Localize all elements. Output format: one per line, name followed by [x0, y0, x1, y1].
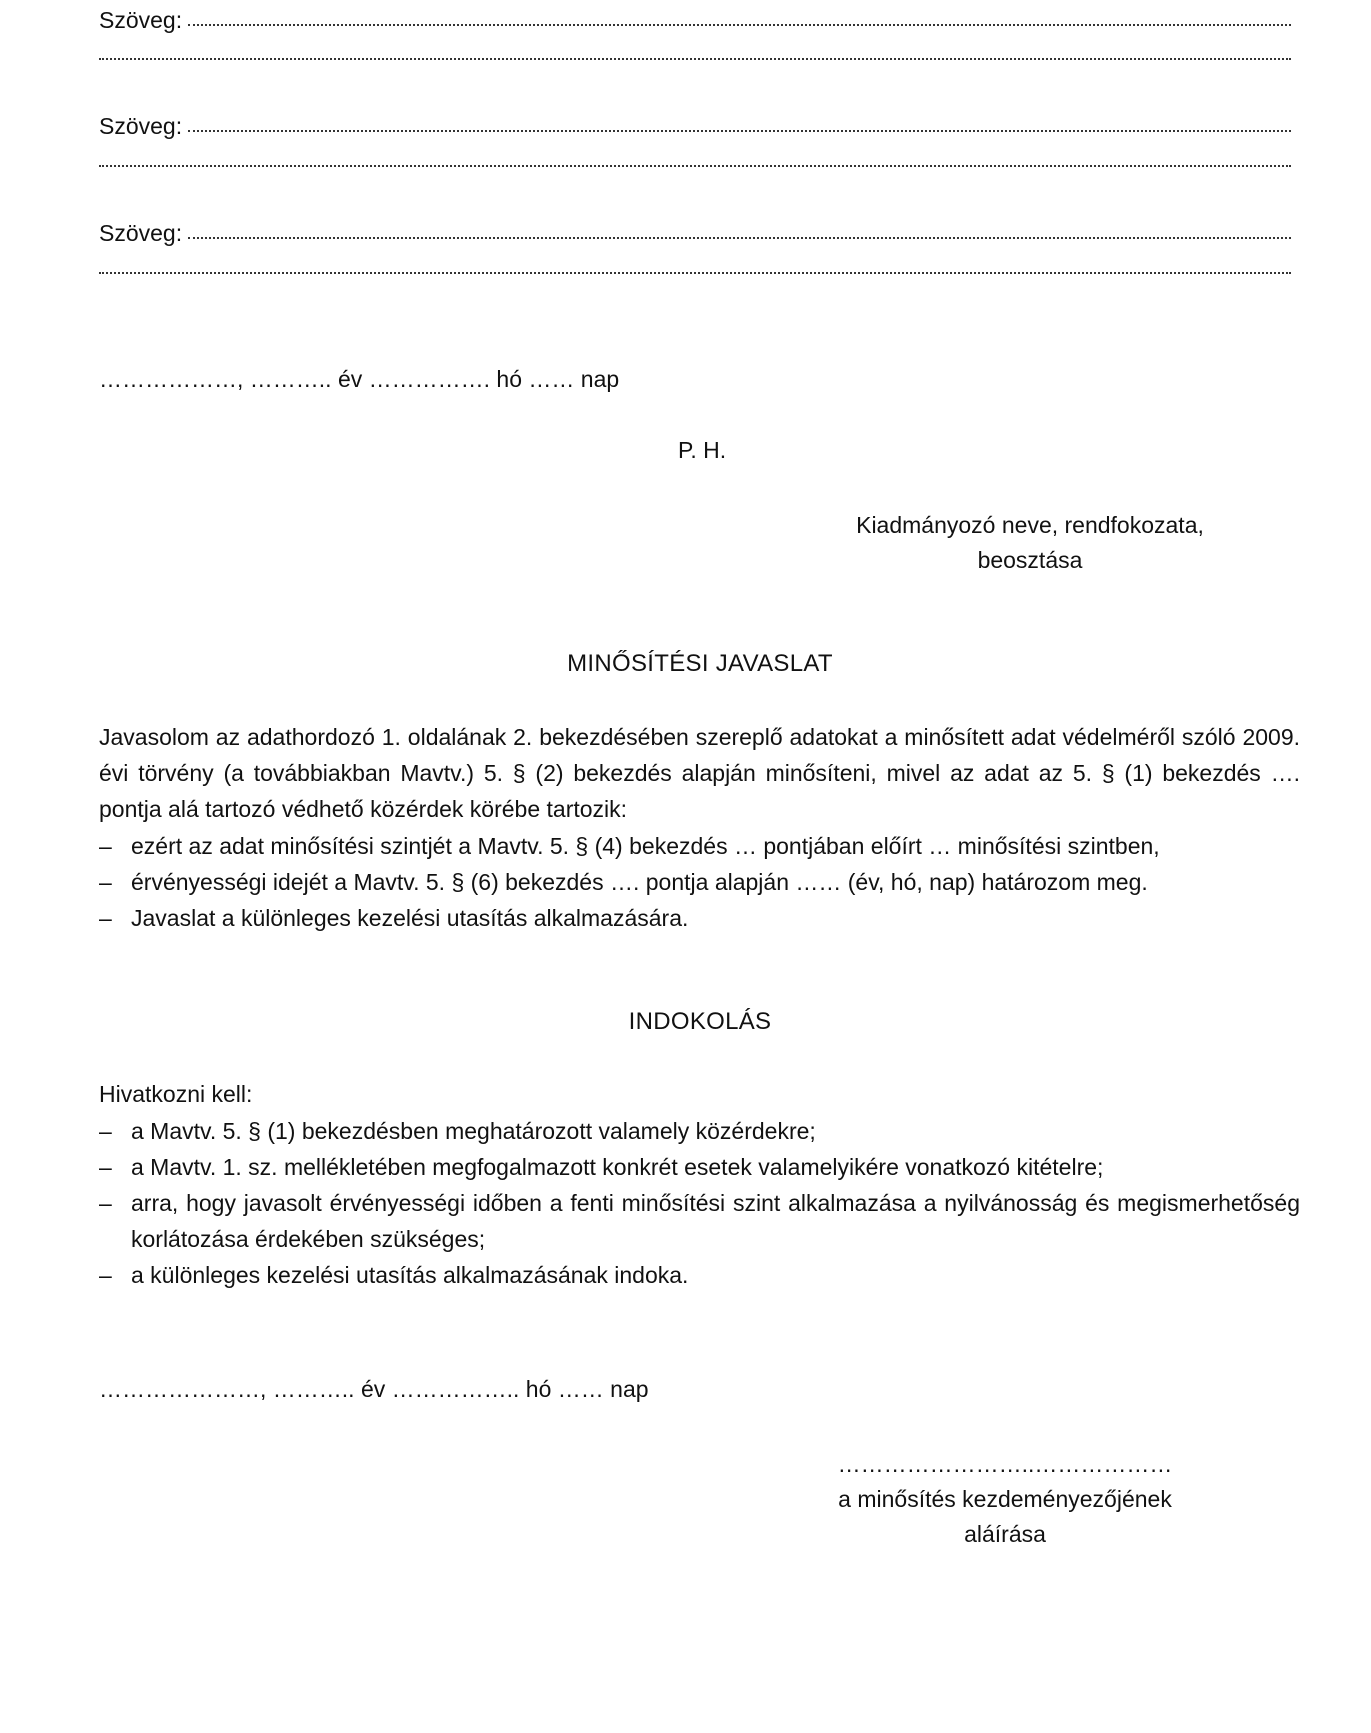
list-item: – a különleges kezelési utasítás alkalmazásának indoka.: [99, 1262, 689, 1288]
issuer-line-1: Kiadmányozó neve, rendfokozata,: [856, 512, 1204, 538]
text-field-line-2a[interactable]: [188, 130, 1291, 132]
text-field-label-1: Szöveg:: [99, 7, 183, 33]
list-item: – arra, hogy javasolt érvényességi időben a fenti minősítési szint alkalmazása a nyilvánosság és megismerhetőség korlátozása érdekében szükséges;: [99, 1190, 1300, 1252]
text-field-line-3a[interactable]: [188, 237, 1291, 239]
signature-line: ……………………..………………: [837, 1451, 1173, 1477]
justification-intro: Hivatkozni kell:: [99, 1081, 253, 1107]
text-field-label-3: Szöveg:: [99, 220, 183, 246]
classification-paragraph: Javasolom az adathordozó 1. oldalának 2. bekezdésében szereplő adatokat a minősített adat védelméről szóló 2009. évi törvény (a továbbiakban Mavtv.) 5. § (2) bekezdés alapján minősíteni, mivel az adat az 5. § (1) bekezdés …. pontja alá tartozó védhető közérdek körébe tartozik:: [99, 724, 1300, 822]
text-field-line-1b[interactable]: [99, 58, 1291, 60]
list-item: – Javaslat a különleges kezelési utasítás alkalmazására.: [99, 905, 689, 931]
date-line-1: ………………, ……….. év ……………. hó …… nap: [99, 366, 620, 392]
classification-list: [99, 828, 1300, 936]
text-field-line-2b[interactable]: [99, 165, 1291, 167]
text-field-line-3b[interactable]: [99, 272, 1291, 274]
section-title-classification: MINŐSÍTÉSI JAVASLAT: [567, 650, 833, 677]
signature-block: [780, 1447, 1230, 1552]
list-item: – ezért az adat minősítési szintjét a Mavtv. 5. § (4) bekezdés … pontjában előírt … minősítési szintben,: [99, 833, 1160, 859]
stamp-place-label: P. H.: [678, 437, 727, 463]
signature-label-1: a minősítés kezdeményezőjének: [838, 1486, 1172, 1512]
date-line-2: …………………, ……….. év …………….. hó …… nap: [99, 1376, 649, 1402]
list-item: – a Mavtv. 1. sz. mellékletében megfogalmazott konkrét esetek valamelyikére vonatkozó kitételre;: [99, 1154, 1104, 1180]
justification-list: [99, 1113, 1300, 1293]
section-title-justification: INDOKOLÁS: [628, 1008, 772, 1035]
signature-label-2: aláírása: [964, 1521, 1046, 1547]
text-field-label-2: Szöveg:: [99, 113, 183, 139]
issuer-line-2: beosztása: [977, 547, 1083, 573]
issuer-block: [790, 508, 1270, 578]
text-field-line-1a[interactable]: [188, 24, 1291, 26]
list-item: – a Mavtv. 5. § (1) bekezdésben meghatározott valamely közérdekre;: [99, 1118, 816, 1144]
list-item: – érvényességi idejét a Mavtv. 5. § (6) bekezdés …. pontja alapján …… (év, hó, nap) határozom meg.: [99, 869, 1148, 895]
